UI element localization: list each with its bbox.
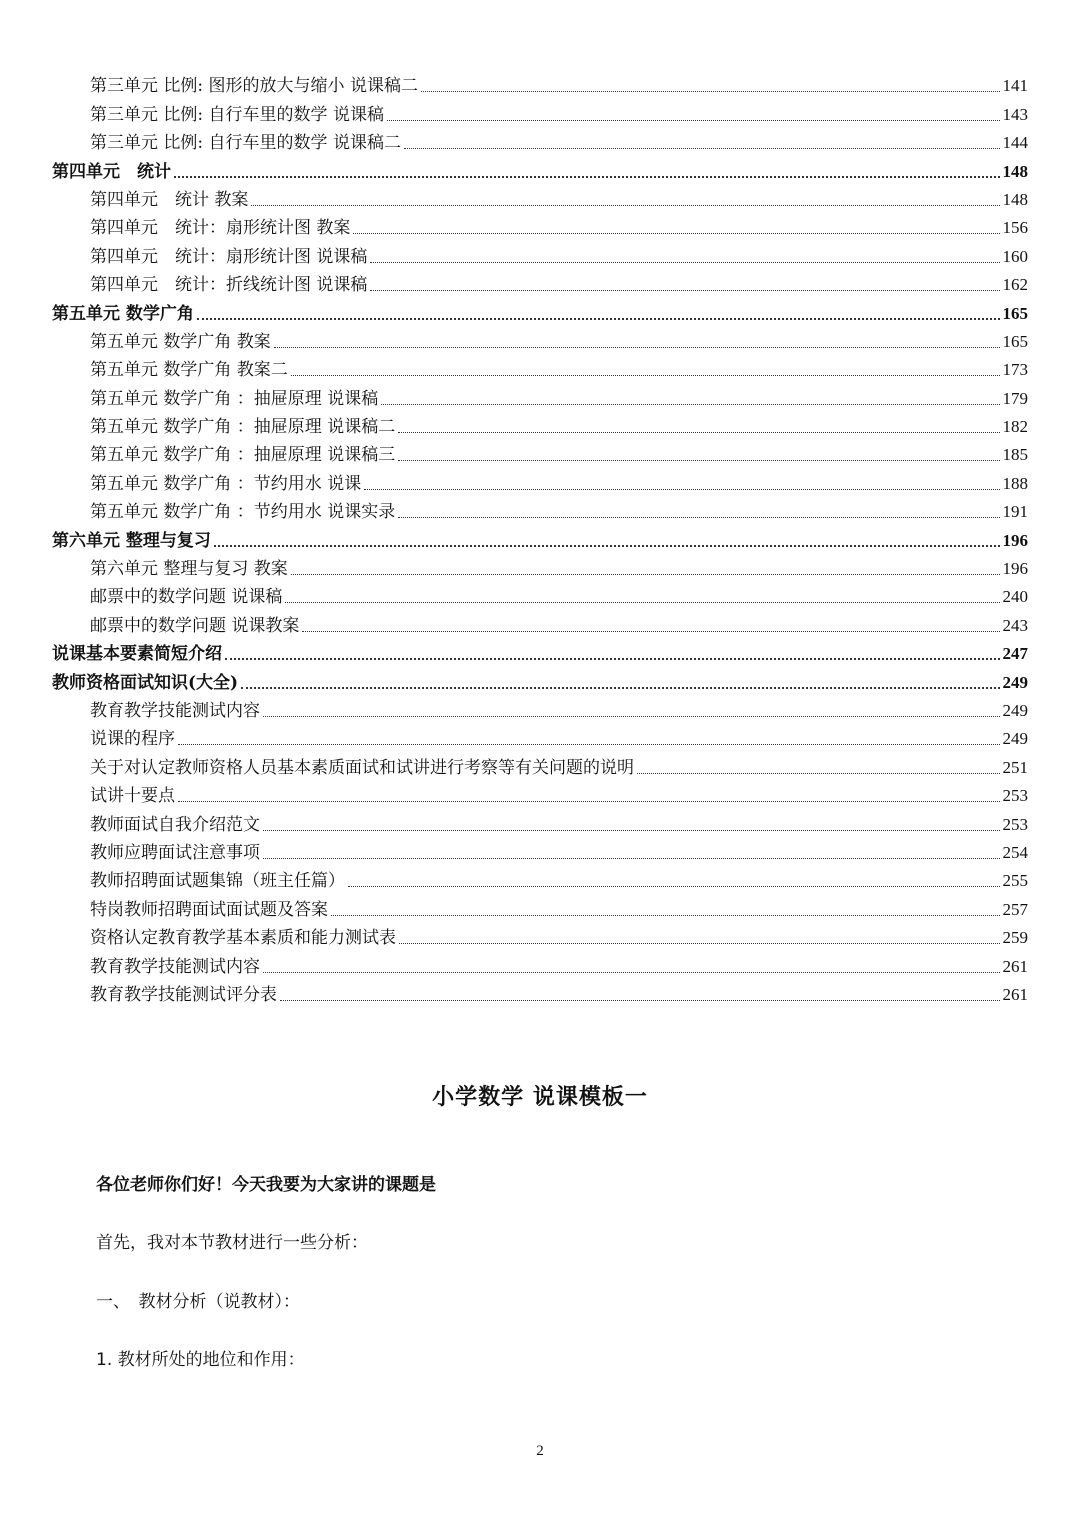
toc-entry-title: 第五单元 数学广角 教案 — [90, 331, 271, 352]
toc-section-entry[interactable] — [52, 552, 1028, 580]
toc-entry-title: 第四单元 统计：扇形统计图 教案 — [90, 218, 351, 239]
toc-dot-leader — [421, 91, 1000, 92]
toc-entry-title: 第四单元 统计：折线统计图 说课稿 — [90, 275, 368, 296]
toc-entry-title: 教育教学技能测试内容 — [90, 700, 260, 721]
toc-entry-title: 说课基本要素简短介绍 — [52, 644, 222, 665]
toc-entry-title: 教育教学技能测试内容 — [90, 956, 260, 977]
toc-section-entry[interactable] — [52, 495, 1028, 523]
toc-entry-title: 特岗教师招聘面试面试题及答案 — [90, 899, 328, 920]
toc-entry-page-number: 165 — [1002, 331, 1028, 351]
document-title: 小学数学 说课模板一 — [432, 1085, 648, 1110]
toc-section-entry[interactable] — [52, 836, 1028, 864]
toc-section-entry[interactable] — [52, 466, 1028, 494]
toc-chapter-entry[interactable] — [52, 637, 1028, 665]
toc-entry-page-number: 191 — [1002, 502, 1028, 522]
toc-entry-page-number: 249 — [1002, 729, 1028, 749]
toc-section-entry[interactable] — [52, 779, 1028, 807]
toc-entry-page-number: 188 — [1002, 473, 1028, 493]
toc-entry-page-number: 240 — [1002, 587, 1028, 607]
toc-entry-page-number: 259 — [1002, 928, 1028, 948]
toc-dot-leader — [398, 460, 999, 461]
toc-entry-page-number: 196 — [1002, 559, 1028, 579]
toc-dot-leader — [404, 148, 1000, 149]
toc-entry-page-number: 261 — [1002, 984, 1028, 1004]
toc-section-entry[interactable] — [52, 183, 1028, 211]
toc-entry-page-number: 143 — [1002, 104, 1028, 124]
toc-entry-page-number: 253 — [1002, 814, 1028, 834]
toc-entry-page-number: 160 — [1002, 246, 1028, 266]
toc-entry-title: 第五单元 数学广角 — [52, 303, 194, 324]
toc-dot-leader — [331, 915, 1000, 916]
toc-entry-page-number: 148 — [1002, 161, 1028, 181]
toc-section-entry[interactable] — [52, 949, 1028, 977]
toc-entry-page-number: 254 — [1002, 842, 1028, 862]
toc-dot-leader — [387, 120, 1000, 121]
toc-chapter-entry[interactable] — [52, 296, 1028, 324]
toc-entry-title: 第五单元 数学广角 教案二 — [90, 360, 288, 381]
toc-dot-leader — [251, 205, 999, 206]
toc-entry-title: 第五单元 数学广角 ：抽屉原理 说课稿三 — [90, 445, 396, 466]
toc-entry-page-number: 251 — [1002, 757, 1028, 777]
toc-entry-title: 第五单元 数学广角 ：节约用水 说课 — [90, 473, 362, 494]
toc-dot-leader — [353, 233, 999, 234]
toc-entry-title: 教育教学技能测试评分表 — [90, 984, 277, 1005]
toc-section-entry[interactable] — [52, 353, 1028, 381]
toc-dot-leader — [197, 318, 1000, 320]
toc-section-entry[interactable] — [52, 892, 1028, 920]
toc-dot-leader — [302, 631, 999, 632]
toc-entry-page-number: 141 — [1002, 76, 1028, 96]
toc-entry-title: 资格认定教育教学基本素质和能力测试表 — [90, 928, 396, 949]
toc-section-entry[interactable] — [52, 211, 1028, 239]
greeting-paragraph: 各位老师你们好！今天我要为大家讲的课题是 — [96, 1175, 436, 1195]
toc-entry-page-number: 257 — [1002, 899, 1028, 919]
toc-entry-title: 说课的程序 — [90, 729, 175, 750]
toc-section-entry[interactable] — [52, 325, 1028, 353]
toc-dot-leader — [398, 432, 999, 433]
toc-dot-leader — [399, 943, 1000, 944]
toc-section-entry[interactable] — [52, 608, 1028, 636]
toc-dot-leader — [370, 262, 999, 263]
toc-entry-title: 第三单元 比例: 自行车里的数学 说课稿 — [90, 104, 384, 125]
toc-entry-page-number: 144 — [1002, 133, 1028, 153]
toc-entry-page-number: 255 — [1002, 871, 1028, 891]
toc-entry-title: 第四单元 统计 — [52, 161, 171, 182]
toc-entry-title: 第四单元 统计 教案 — [90, 189, 249, 210]
toc-section-entry[interactable] — [52, 921, 1028, 949]
toc-section-entry[interactable] — [52, 268, 1028, 296]
toc-chapter-entry[interactable] — [52, 523, 1028, 551]
toc-dot-leader — [348, 886, 1000, 887]
toc-entry-page-number: 247 — [1002, 644, 1028, 664]
toc-entry-title: 邮票中的数学问题 说课稿 — [90, 587, 283, 608]
section-heading-teaching-material: 一、 教材分析（说教材）： — [96, 1292, 300, 1312]
toc-entry-page-number: 148 — [1002, 189, 1028, 209]
toc-section-entry[interactable] — [52, 864, 1028, 892]
toc-dot-leader — [398, 517, 999, 518]
toc-dot-leader — [291, 375, 1000, 376]
toc-dot-leader — [637, 773, 1000, 774]
toc-entry-page-number: 185 — [1002, 445, 1028, 465]
toc-entry-page-number: 196 — [1002, 530, 1028, 550]
toc-dot-leader — [370, 290, 999, 291]
toc-chapter-entry[interactable] — [52, 665, 1028, 693]
toc-entry-page-number: 182 — [1002, 417, 1028, 437]
toc-dot-leader — [263, 858, 1000, 859]
toc-entry-page-number: 253 — [1002, 786, 1028, 806]
toc-entry-page-number: 162 — [1002, 275, 1028, 295]
toc-entry-page-number: 249 — [1002, 672, 1028, 692]
toc-entry-title: 第三单元 比例: 图形的放大与缩小 说课稿二 — [90, 76, 418, 97]
toc-entry-title: 教师招聘面试题集锦（班主任篇） — [90, 871, 345, 892]
toc-entry-page-number: 165 — [1002, 303, 1028, 323]
toc-entry-page-number: 249 — [1002, 700, 1028, 720]
toc-entry-page-number: 243 — [1002, 615, 1028, 635]
toc-section-entry[interactable] — [52, 750, 1028, 778]
toc-entry-title: 教师面试自我介绍范文 — [90, 814, 260, 835]
toc-section-entry[interactable] — [52, 807, 1028, 835]
toc-section-entry[interactable] — [52, 126, 1028, 154]
toc-section-entry[interactable] — [52, 978, 1028, 1006]
toc-dot-leader — [364, 489, 999, 490]
toc-entry-title: 第三单元 比例: 自行车里的数学 说课稿二 — [90, 133, 401, 154]
toc-section-entry[interactable] — [52, 580, 1028, 608]
toc-dot-leader — [274, 347, 1000, 348]
toc-dot-leader — [263, 716, 1000, 717]
toc-dot-leader — [280, 1000, 1000, 1001]
toc-dot-leader — [291, 574, 1000, 575]
toc-section-entry[interactable] — [52, 97, 1028, 125]
toc-dot-leader — [241, 687, 999, 689]
toc-entry-title: 第五单元 数学广角 ：节约用水 说课实录 — [90, 502, 396, 523]
toc-section-entry[interactable] — [52, 69, 1028, 97]
toc-entry-page-number: 261 — [1002, 956, 1028, 976]
toc-entry-title: 试讲十要点 — [90, 786, 175, 807]
toc-dot-leader — [263, 830, 1000, 831]
toc-section-entry[interactable] — [52, 381, 1028, 409]
toc-dot-leader — [214, 545, 1000, 547]
toc-entry-title: 第五单元 数学广角 ：抽屉原理 说课稿二 — [90, 417, 396, 438]
toc-chapter-entry[interactable] — [52, 154, 1028, 182]
toc-dot-leader — [263, 972, 1000, 973]
page-number: 2 — [536, 1443, 544, 1459]
toc-entry-title: 第四单元 统计：扇形统计图 说课稿 — [90, 246, 368, 267]
toc-entry-title: 第六单元 整理与复习 教案 — [90, 559, 288, 580]
toc-section-entry[interactable] — [52, 410, 1028, 438]
toc-section-entry[interactable] — [52, 722, 1028, 750]
subsection-item-1: 1. 教材所处的地位和作用： — [96, 1350, 305, 1370]
table-of-contents — [52, 69, 1028, 1006]
toc-entry-title: 第五单元 数学广角 ：抽屉原理 说课稿 — [90, 388, 379, 409]
toc-entry-title: 教师应聘面试注意事项 — [90, 842, 260, 863]
toc-section-entry[interactable] — [52, 239, 1028, 267]
toc-dot-leader — [225, 658, 1000, 660]
toc-entry-title: 邮票中的数学问题 说课教案 — [90, 615, 300, 636]
toc-entry-title: 教师资格面试知识(大全) — [52, 672, 239, 693]
toc-dot-leader — [178, 744, 1000, 745]
toc-entry-page-number: 173 — [1002, 360, 1028, 380]
toc-entry-title: 关于对认定教师资格人员基本素质面试和试讲进行考察等有关问题的说明 — [90, 757, 634, 778]
toc-dot-leader — [285, 602, 999, 603]
toc-dot-leader — [174, 176, 1000, 178]
toc-dot-leader — [381, 404, 999, 405]
toc-entry-title: 第六单元 整理与复习 — [52, 530, 211, 551]
toc-section-entry[interactable] — [52, 438, 1028, 466]
toc-dot-leader — [178, 801, 1000, 802]
toc-entry-page-number: 156 — [1002, 218, 1028, 238]
toc-entry-page-number: 179 — [1002, 388, 1028, 408]
toc-section-entry[interactable] — [52, 694, 1028, 722]
intro-paragraph: 首先，我对本节教材进行一些分析： — [96, 1233, 368, 1253]
